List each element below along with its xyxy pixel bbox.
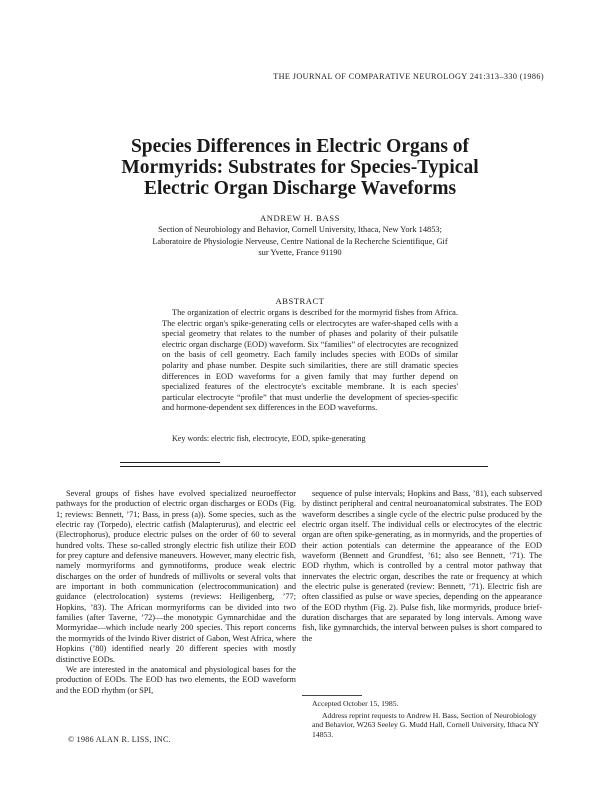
abstract-body — [162, 308, 458, 414]
title-line-2: Mormyrids: Substrates for Species-Typical — [121, 157, 479, 178]
reprint-address: Address reprint requests to Andrew H. Bass, Section of Neurobiology and Behavior, W263 Seeley G. Mudd Hall, Cornell University, Ithaca NY 14853. — [312, 710, 539, 739]
affiliation-line-3: sur Yvette, France 91190 — [258, 248, 342, 257]
copyright-notice: © 1986 ALAN R. LISS, INC. — [68, 735, 171, 744]
section-divider-short — [120, 462, 220, 463]
body-column-right — [302, 489, 542, 644]
journal-header: THE JOURNAL OF COMPARATIVE NEUROLOGY 241:313–330 (1986) — [273, 72, 544, 81]
footnote-divider — [302, 695, 362, 696]
footnote — [312, 699, 542, 741]
section-divider-long — [120, 466, 488, 467]
body-paragraph: Several groups of fishes have evolved specialized neuroeffector pathways for the production of electric organ discharges or EODs (Fig. 1; reviews: Bennett, ’71; Bass, in press (a)). Some species, such as the electric ray (Torpedo), electric catfish (Malapterurus), and electric eel (Electrophorus), produce electric pulses on the order of 60 to several hundred volts. These so-called strongly electric fish utilize their EOD for prey capture and defensive maneuvers. However, many electric fish, namely mormyriforms and gymnotiforms, produce weak electric discharges on the order of hundreds of millivolts or several volts that are important in both communication (electrocommunication) and guidance (electrolocation) systems (reviews: Heiligenberg, ’77; Hopkins, ’83). The African mormyriforms can be divided into two families (after Taverne, ’72)—the monotypic Gymnarchidae and the Mormyridae—which include nearly 200 species. This report concerns the mormyrids of the Ivindo River district of Gabon, West Africa, where Hopkins (’80) identified nearly 20 different species with mostly distinctive EODs. — [56, 489, 296, 664]
title-line-3: Electric Organ Discharge Waveforms — [143, 178, 457, 199]
affiliation-line-1: Section of Neurobiology and Behavior, Cornell University, Ithaca, New York 14853; — [158, 225, 442, 234]
author-affiliation — [90, 224, 510, 259]
article-title — [40, 136, 560, 199]
body-paragraph: We are interested in the anatomical and physiological bases for the production of EODs. The EOD has two elements, the EOD waveform and the EOD rhythm (or SPI, — [56, 664, 296, 695]
keywords: Key words: electric fish, electrocyte, EOD, spike-generating — [172, 434, 366, 443]
abstract-heading: ABSTRACT — [275, 296, 325, 306]
accepted-date: Accepted October 15, 1985. — [312, 699, 399, 708]
affiliation-line-2: Laboratoire de Physiologie Nerveuse, Centre National de la Recherche Scientifique, Gif — [152, 236, 448, 246]
title-line-1: Species Differences in Electric Organs of — [130, 136, 470, 157]
abstract-text: The organization of electric organs is described for the mormyrid fishes from Africa. The electric organ's spike-generating cells or electrocytes are wafer-shaped cells with a special geometry that relates to the number of phases and polarity of their pulsatile electric organ discharge (EOD) waveform. Six “families” of electrocytes are recognized on the basis of cell geometry. Each family includes species with EODs of similar polarity and phase number. Despite such similarities, there are still dramatic species differences in EOD waveforms for a given family that may further depend on specialized features of the electrocyte's excitable membrane. It is each species' particular electrocyte “profile” that must underlie the development of species-specific and hormone-dependent sex differences in the EOD waveforms. — [162, 308, 458, 413]
body-paragraph: sequence of pulse intervals; Hopkins and Bass, ’81), each subserved by distinct peripheral and central neuroanatomical substrates. The EOD waveform describes a single cycle of the electric pulse produced by the electric organ itself. The individual cells or electrocytes of the electric organ are often spike-generating, as in mormyrids, and the properties of their action potentials can determine the appearance of the EOD waveform (Bennett and Grundfest, ’61; also see Bennett, ’71). The EOD rhythm, which is controlled by a central motor pathway that innervates the electric organ, describes the rate or frequency at which the electric pulse is generated (review: Bennett, ’71). Electric fish are often classified as pulse or wave species, depending on the appearance of the EOD rhythm (Fig. 2). Pulse fish, like mormyrids, produce brief-duration discharges that are separated by long intervals. Among wave fish, like gymnarchids, the interval between pulses is short compared to the — [302, 489, 542, 643]
body-column-left — [56, 489, 296, 696]
author-name: ANDREW H. BASS — [259, 213, 341, 223]
